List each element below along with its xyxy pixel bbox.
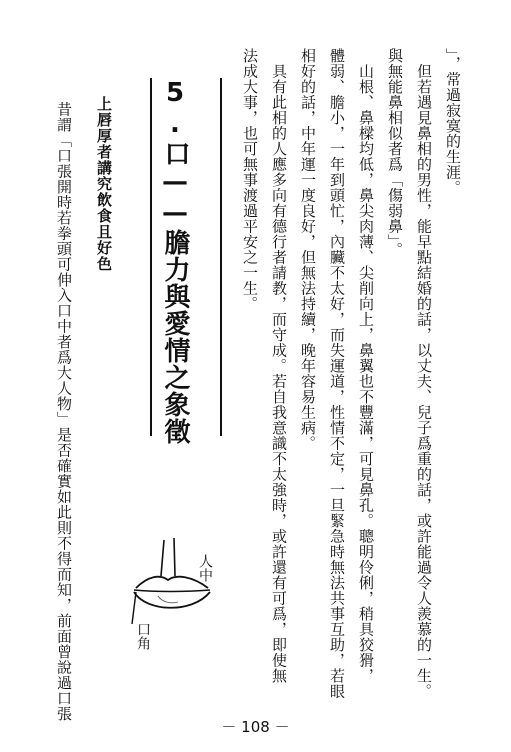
body-column-6: 相好的話，中年運一度良好，但無法持續，晚年容易生病。 <box>299 48 317 451</box>
body-column-7: 具有此相的人應多向有德行者請教，而守成。若自我意識不太強時，或許還有可爲，即使無 <box>270 48 288 684</box>
body-column-8: 法成大事，也可無事渡過平安之一生。 <box>241 48 259 312</box>
page-number: － 108 － <box>221 718 290 736</box>
body-column-4: 山根、鼻樑均低，鼻尖肉薄、尖削向上，鼻翼也不豐滿，可見鼻孔。聰明伶俐，稍具狡猾， <box>357 48 375 684</box>
label-mouth-corner: 口角 <box>135 622 151 650</box>
section-heading: 上唇厚者講究飲食且好色 <box>95 96 113 272</box>
body-column-5: 體弱、膽小，一年到頭忙，內臟不太好，而失運道，性情不定，一旦緊急時無法共事互助，若眼 <box>328 48 346 699</box>
body-column-1: 」，常過寂寞的生涯。 <box>444 48 462 196</box>
label-philtrum: 人中 <box>197 554 213 582</box>
body-column-3: 與無能鼻相似者爲「傷弱鼻」。 <box>386 48 404 258</box>
lips-diagram <box>128 532 238 650</box>
chapter-title: 5.口——膽力與愛情之象徵 <box>160 78 190 445</box>
body-column-2: 但若遇見鼻相的男性，能早點結婚的話，以丈夫、兒子爲重的話，或許能過令人羨慕的一生。 <box>415 48 433 699</box>
section-body-column: 昔謂「口張開時若拳頭可伸入口中者爲大人物」是否確實如此則不得而知，前面曾說過口張 <box>55 86 73 722</box>
